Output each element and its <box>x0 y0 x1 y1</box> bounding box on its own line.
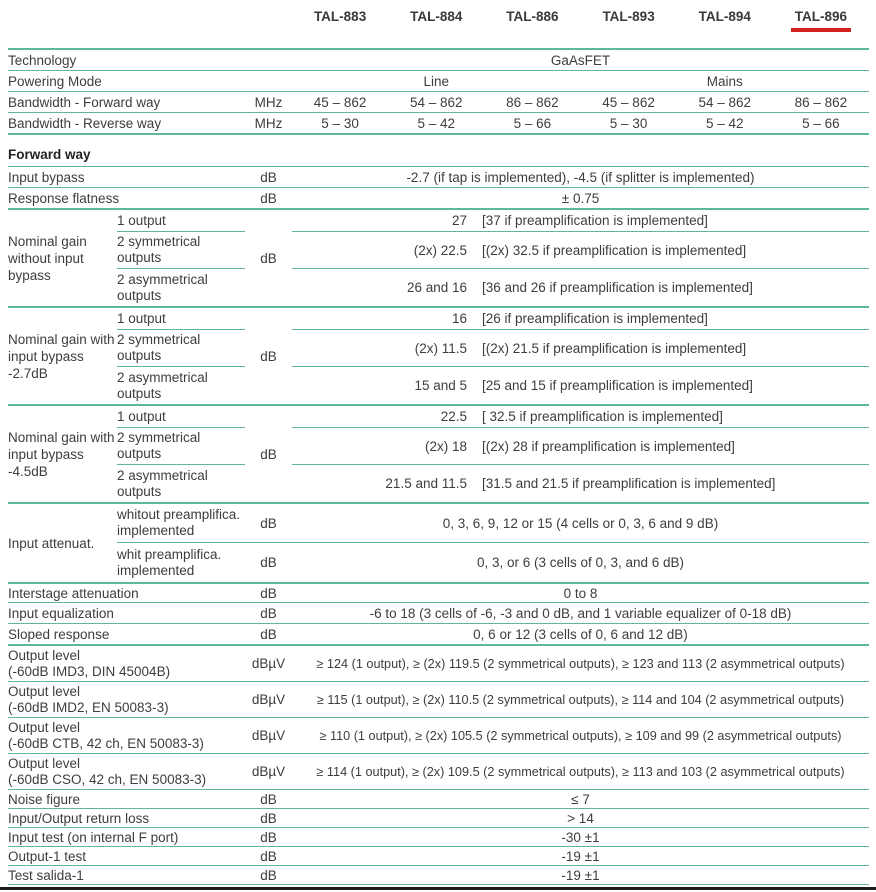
spec-label <box>8 756 245 788</box>
model-column-header <box>388 9 484 24</box>
gain-note: [(2x) 21.5 if preamplification is implemented] <box>482 340 747 356</box>
gain-note: [25 and 15 if preamplification is implemented] <box>482 378 753 393</box>
bandwidth-value: 45 – 862 <box>602 94 655 110</box>
spec-value <box>292 95 869 110</box>
bandwidth-value: 5 – 66 <box>802 115 840 131</box>
forward-way-table <box>8 167 869 885</box>
spec-row-powering-mode <box>8 71 869 92</box>
spec-value: 0, 3, 6, 9, 12 or 15 (4 cells or 0, 3, 6 and 9 dB) <box>442 515 719 531</box>
model-name: TAL-884 <box>410 9 463 24</box>
bandwidth-value: 54 – 862 <box>409 94 463 110</box>
config-label: 1 output <box>117 210 245 232</box>
spec-label-line1: Output level <box>8 755 81 771</box>
spec-unit: dB <box>260 626 277 642</box>
spec-value: ≤ 7 <box>571 791 590 807</box>
spec-unit: dBµV <box>251 728 286 743</box>
spec-label: Interstage attenuation <box>8 585 139 601</box>
spec-unit: dB <box>260 605 277 621</box>
spec-row-interstage-attenuation <box>8 584 869 603</box>
spec-unit: dB <box>260 348 277 364</box>
spec-row-bandwidth-reverse <box>8 113 869 135</box>
general-spec-table <box>8 48 869 135</box>
spec-row-output-level-ctb <box>8 718 869 754</box>
gain-value-row <box>292 406 869 428</box>
spec-unit: dB <box>260 446 277 462</box>
bandwidth-value: 5 – 66 <box>513 115 552 131</box>
spec-row-input-equalization <box>8 603 869 624</box>
powering-mains-value: Mains <box>706 73 743 89</box>
gain-value: (2x) 18 <box>424 438 467 454</box>
spec-value: 0, 6 or 12 (3 cells of 0, 6 and 12 dB) <box>473 626 688 642</box>
spec-label: Bandwidth - Forward way <box>8 94 161 110</box>
config-label: 2 asymmetrical outputs <box>117 369 208 401</box>
spec-label-line2: (-60dB IMD3, DIN 45004B) <box>8 663 171 679</box>
gain-value-row <box>292 269 869 306</box>
gain-note: [31.5 and 21.5 if preamplification is implemented] <box>482 476 776 491</box>
gain-note: [ 32.5 if preamplification is implemented] <box>482 409 723 424</box>
gain-value-row <box>292 232 869 269</box>
gain-value: 21.5 and 11.5 <box>385 476 467 491</box>
spec-label: Input test (on internal F port) <box>8 829 179 845</box>
gain-value-row <box>292 428 869 465</box>
group-rows <box>117 504 869 582</box>
spec-unit: MHz <box>254 115 283 131</box>
spec-value: -19 ±1 <box>561 848 600 864</box>
group-values <box>292 406 869 502</box>
spec-unit: dBµV <box>251 656 286 671</box>
spec-row-return-loss <box>8 809 869 828</box>
spec-value <box>292 74 869 89</box>
model-column-header <box>677 9 773 24</box>
gain-value-row <box>292 308 869 330</box>
spec-row-input-test <box>8 828 869 847</box>
spec-row-technology <box>8 50 869 71</box>
model-name: TAL-883 <box>313 9 367 24</box>
config-label: 2 asymmetrical outputs <box>117 467 208 499</box>
bandwidth-value: 5 – 42 <box>417 115 456 131</box>
spec-unit: dB <box>260 810 277 826</box>
spec-row-output-level-imd2 <box>8 682 869 718</box>
config-label: whit preamplifica. implemented <box>117 546 222 578</box>
attenuation-row <box>117 504 869 543</box>
gain-value: (2x) 22.5 <box>413 242 467 258</box>
spec-unit: dB <box>260 190 277 206</box>
bandwidth-value: 5 – 30 <box>321 115 359 131</box>
gain-note: [(2x) 28 if preamplification is implemented] <box>482 438 735 454</box>
spec-label: Output-1 test <box>8 848 87 864</box>
spec-unit: dB <box>260 555 277 570</box>
gain-note: [(2x) 32.5 if preamplification is implemented] <box>482 242 747 258</box>
group-configs <box>117 210 245 306</box>
spec-label-line1: Output level <box>8 719 81 735</box>
attenuation-row <box>117 543 869 582</box>
gain-value-row <box>292 465 869 502</box>
config-label: 2 asymmetrical outputs <box>117 271 208 303</box>
group-label: Nominal gain with input bypass -4.5dB <box>8 429 115 479</box>
spec-label <box>8 720 245 752</box>
gain-value: (2x) 11.5 <box>414 340 467 356</box>
bandwidth-value: 86 – 862 <box>794 94 848 110</box>
gain-note: [26 if preamplification is implemented] <box>482 311 708 326</box>
model-name: TAL-894 <box>698 9 751 24</box>
bandwidth-value: 86 – 862 <box>506 94 559 110</box>
group-configs <box>117 308 245 404</box>
spec-unit: dB <box>260 867 277 883</box>
spec-unit: dB <box>260 848 277 864</box>
spec-label-line2: (-60dB IMD2, EN 50083-3) <box>8 699 169 715</box>
spec-value <box>292 116 869 131</box>
gain-note: [37 if preamplification is implemented] <box>482 213 708 228</box>
spec-label-line2: (-60dB CTB, 42 ch, EN 50083-3) <box>8 735 204 751</box>
model-name: TAL-893 <box>602 9 655 24</box>
spec-value: ≥ 124 (1 output), ≥ (2x) 119.5 (2 symmetrical outputs), ≥ 123 and 113 (2 asymmetrical outputs) <box>316 656 845 671</box>
spec-label <box>8 684 245 716</box>
config-label: 1 output <box>117 406 245 428</box>
spec-unit: dB <box>260 250 277 266</box>
gain-group-bypass-2-7 <box>8 308 869 406</box>
spec-value: > 14 <box>567 810 594 826</box>
group-configs <box>117 406 245 502</box>
bottom-rule <box>0 887 876 890</box>
spec-unit: dB <box>260 515 277 531</box>
group-values <box>292 308 869 404</box>
spec-row-response-flatness <box>8 188 869 210</box>
config-label: 2 symmetrical outputs <box>117 428 245 465</box>
spec-unit: dBµV <box>251 764 286 779</box>
config-label: 1 output <box>117 308 245 330</box>
spec-value: -6 to 18 (3 cells of -6, -3 and 0 dB, and 1 variable equalizer of 0-18 dB) <box>369 605 792 621</box>
spec-value: 0 to 8 <box>563 585 598 601</box>
section-title-text: Forward way <box>8 147 91 162</box>
spec-unit: dB <box>260 585 277 601</box>
spec-label: Input equalization <box>8 605 114 621</box>
model-name: TAL-886 <box>506 9 559 24</box>
spec-label: Response flatness <box>8 190 120 206</box>
spec-value: ± 0.75 <box>561 190 600 206</box>
gain-value-row <box>292 367 869 404</box>
group-label: Input attenuat. <box>8 535 95 551</box>
spec-row-output-level-imd3 <box>8 646 869 682</box>
bandwidth-value: 5 – 30 <box>609 115 648 131</box>
gain-note: [36 and 26 if preamplification is implemented] <box>482 280 753 295</box>
spec-row-test-salida1 <box>8 866 869 885</box>
spec-unit: dB <box>260 829 277 845</box>
spec-value: 0, 3, or 6 (3 cells of 0, 3, and 6 dB) <box>476 555 685 570</box>
spec-row-output1-test <box>8 847 869 866</box>
gain-group-bypass-4-5 <box>8 406 869 504</box>
model-column-header-active <box>773 9 869 32</box>
spec-row-input-bypass <box>8 167 869 188</box>
config-label: 2 symmetrical outputs <box>117 232 245 269</box>
spec-unit: MHz <box>254 94 283 110</box>
active-model-underline: TAL-896 <box>791 9 851 32</box>
bandwidth-value: 45 – 862 <box>313 94 367 110</box>
gain-value: 16 <box>451 311 467 326</box>
spec-label: Input/Output return loss <box>8 810 150 826</box>
model-column-header <box>580 9 676 24</box>
spec-label-line1: Output level <box>8 647 81 663</box>
spec-label: Sloped response <box>8 626 110 642</box>
spec-label <box>8 648 245 680</box>
spec-label-line2: (-60dB CSO, 42 ch, EN 50083-3) <box>8 771 207 787</box>
section-heading <box>8 147 869 167</box>
powering-line-value: Line <box>423 73 450 89</box>
gain-value: 15 and 5 <box>414 378 467 393</box>
model-column-header <box>292 9 388 24</box>
bandwidth-value: 54 – 862 <box>698 94 752 110</box>
spec-value: -19 ±1 <box>561 867 600 883</box>
bandwidth-value: 5 – 42 <box>705 115 744 131</box>
group-label: Nominal gain with input bypass -2.7dB <box>8 331 115 381</box>
spec-label: Test salida-1 <box>8 867 84 883</box>
gain-value: 26 and 16 <box>406 280 467 295</box>
gain-value: 22.5 <box>440 409 467 424</box>
spec-label: Noise figure <box>8 791 81 807</box>
spec-unit: dBµV <box>251 692 286 707</box>
gain-value-row <box>292 330 869 367</box>
input-attenuation-group <box>8 504 869 584</box>
gain-value-row <box>292 210 869 232</box>
gain-value: 27 <box>451 213 467 228</box>
spec-value: ≥ 115 (1 output), ≥ (2x) 110.5 (2 symmetrical outputs), ≥ 114 and 104 (2 asymmetrical outputs) <box>316 692 845 707</box>
spec-row-bandwidth-forward <box>8 92 869 113</box>
spec-value: GaAsFET <box>550 52 611 68</box>
group-label: Nominal gain without input bypass <box>8 233 87 283</box>
model-header <box>8 0 869 48</box>
spec-value: ≥ 110 (1 output), ≥ (2x) 105.5 (2 symmetrical outputs), ≥ 109 and 99 (2 asymmetrical outputs) <box>319 728 842 743</box>
spec-label: Powering Mode <box>8 73 102 89</box>
spec-value: -2.7 (if tap is implemented), -4.5 (if splitter is implemented) <box>406 169 755 185</box>
config-label: 2 symmetrical outputs <box>117 330 245 367</box>
gain-group-without-bypass <box>8 210 869 308</box>
spec-unit: dB <box>260 169 277 185</box>
spec-unit: dB <box>260 791 277 807</box>
config-label: whitout preamplifica. implemented <box>117 507 241 538</box>
spec-label-line1: Output level <box>8 683 81 699</box>
spec-label: Input bypass <box>8 169 85 185</box>
spec-label: Technology <box>8 52 77 68</box>
spec-row-sloped-response <box>8 624 869 646</box>
spec-label: Bandwidth - Reverse way <box>8 115 162 131</box>
model-column-header <box>484 9 580 24</box>
spec-value: ≥ 114 (1 output), ≥ (2x) 109.5 (2 symmetrical outputs), ≥ 113 and 103 (2 asymmetrical outputs) <box>316 764 845 779</box>
spec-row-output-level-cso <box>8 754 869 790</box>
group-values <box>292 210 869 306</box>
spec-row-noise-figure <box>8 790 869 809</box>
spec-value: -30 ±1 <box>561 829 600 845</box>
